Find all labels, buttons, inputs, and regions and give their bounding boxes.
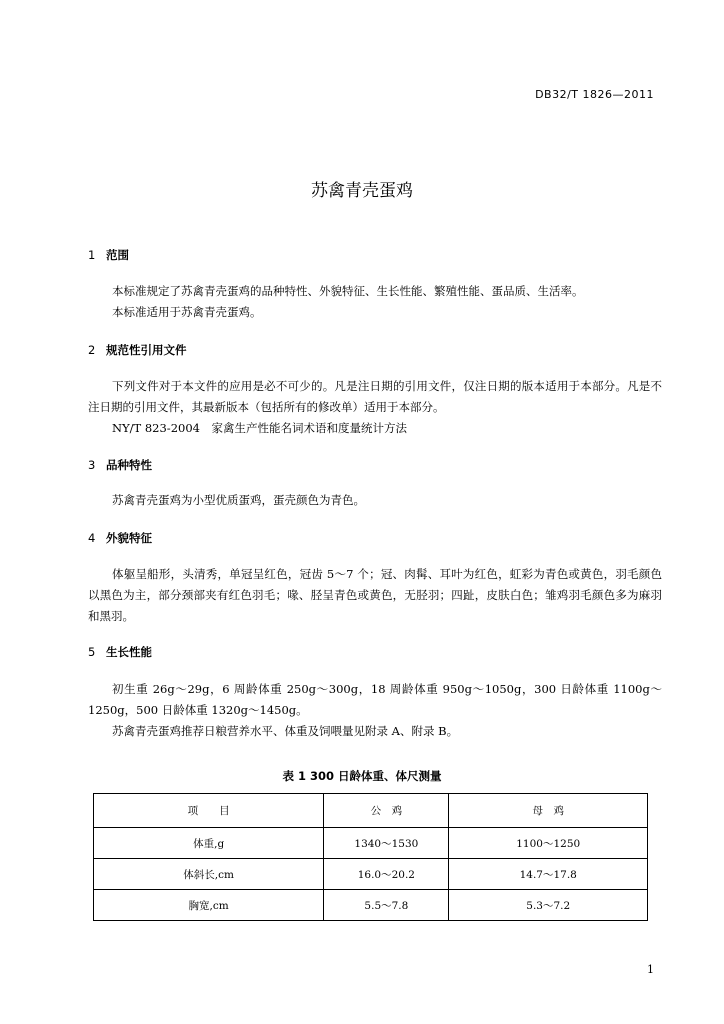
section-title: 范围	[106, 248, 129, 262]
section-number: 5	[88, 645, 96, 659]
table-cell: 体重,g	[94, 828, 324, 859]
section-body-3	[88, 490, 662, 511]
paragraph: 本标准规定了苏禽青壳蛋鸡的品种特性、外貌特征、生长性能、繁殖性能、蛋品质、生活率。	[112, 284, 584, 298]
section-heading-5	[88, 644, 152, 660]
section-heading-4	[88, 530, 152, 546]
column-header-rooster: 公 鸡	[324, 794, 449, 828]
table-cell: 1100～1250	[449, 828, 648, 859]
table-header-row	[94, 794, 648, 828]
paragraph: 苏禽青壳蛋鸡推荐日粮营养水平、体重及饲喂量见附录 A、附录 B。	[112, 724, 459, 738]
paragraph: 苏禽青壳蛋鸡为小型优质蛋鸡，蛋壳颜色为青色。	[112, 493, 365, 507]
table-cell: 5.3～7.2	[449, 890, 648, 921]
section-title: 外貌特征	[106, 531, 152, 545]
paragraph: 本标准适用于苏禽青壳蛋鸡。	[112, 305, 262, 319]
paragraph: 体躯呈船形，头清秀，单冠呈红色，冠齿 5～7 个；冠、肉髯、耳叶为红色，虹彩为青色或黄色，羽毛颜色以黑色为主，部分颈部夹有红色羽毛；喙、胫呈青色或黄色，无胫羽；四趾，皮肤白色；雏鸡羽毛颜色多为麻羽和黑羽。	[88, 567, 662, 623]
standard-number: DB32/T 1826—2011	[535, 88, 654, 101]
column-header-item: 项 目	[94, 794, 324, 828]
paragraph: 初生重 26g～29g，6 周龄体重 250g～300g，18 周龄体重 950g～1050g，300 日龄体重 1100g～1250g，500 日龄体重 1320g～1450g。	[88, 682, 662, 717]
section-heading-3	[88, 457, 152, 473]
section-body-5	[88, 679, 662, 742]
measurement-table	[93, 793, 648, 921]
page-number: 1	[647, 963, 654, 976]
section-title: 品种特性	[106, 458, 152, 472]
table-cell: 5.5～7.8	[324, 890, 449, 921]
section-title: 生长性能	[106, 645, 152, 659]
section-number: 2	[88, 343, 96, 357]
section-body-2	[88, 376, 662, 439]
table-row	[94, 890, 648, 921]
section-heading-1	[88, 247, 129, 263]
table-cell: 胸宽,cm	[94, 890, 324, 921]
table-cell: 16.0～20.2	[324, 859, 449, 890]
document-title: 苏禽青壳蛋鸡	[311, 181, 413, 201]
normative-reference: NY/T 823-2004 家禽生产性能名词术语和度量统计方法	[112, 421, 407, 435]
table-cell: 1340～1530	[324, 828, 449, 859]
paragraph: 下列文件对于本文件的应用是必不可少的。凡是注日期的引用文件，仅注日期的版本适用于本部分。凡是不注日期的引用文件，其最新版本（包括所有的修改单）适用于本部分。	[88, 379, 662, 414]
table-cell: 14.7～17.8	[449, 859, 648, 890]
table-caption: 表 1 300 日龄体重、体尺测量	[282, 769, 442, 783]
section-body-4	[88, 564, 662, 627]
table-row	[94, 828, 648, 859]
table-cell: 体斜长,cm	[94, 859, 324, 890]
column-header-hen: 母 鸡	[449, 794, 648, 828]
table-row	[94, 859, 648, 890]
section-number: 1	[88, 248, 96, 262]
section-heading-2	[88, 342, 187, 358]
section-body-1	[88, 281, 662, 323]
section-number: 3	[88, 458, 96, 472]
section-title: 规范性引用文件	[106, 343, 187, 357]
section-number: 4	[88, 531, 96, 545]
